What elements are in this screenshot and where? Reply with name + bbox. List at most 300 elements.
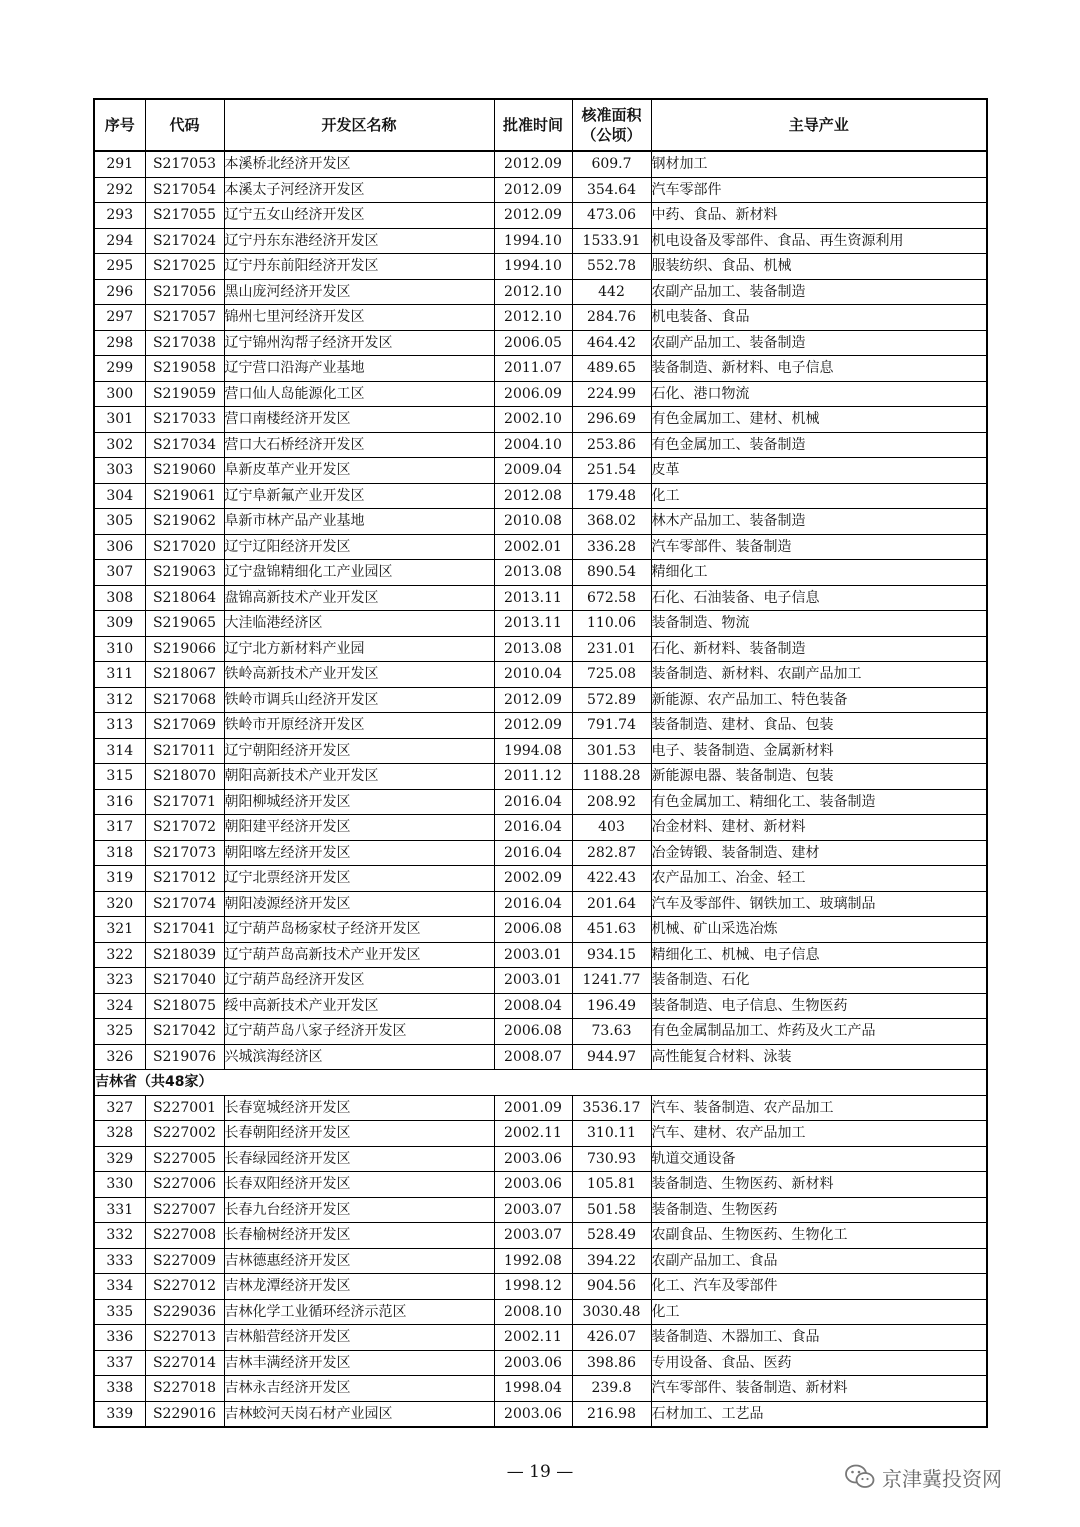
cell-date: 1994.10 xyxy=(494,228,572,254)
cell-name: 辽宁丹东东港经济开发区 xyxy=(224,228,494,254)
cell-name: 兴城滨海经济区 xyxy=(224,1044,494,1070)
cell-code: S229036 xyxy=(145,1299,224,1325)
cell-date: 1998.04 xyxy=(494,1376,572,1402)
cell-industry: 汽车、装备制造、农产品加工 xyxy=(651,1095,987,1121)
cell-date: 2010.04 xyxy=(494,662,572,688)
cell-industry: 装备制造、石化 xyxy=(651,968,987,994)
table-row xyxy=(94,815,987,841)
table-row xyxy=(94,1325,987,1351)
cell-industry: 精细化工、机械、电子信息 xyxy=(651,942,987,968)
table-row xyxy=(94,560,987,586)
cell-date: 2008.04 xyxy=(494,993,572,1019)
cell-name: 辽宁葫芦岛高新技术产业开发区 xyxy=(224,942,494,968)
cell-seq: 301 xyxy=(94,407,145,433)
cell-code: S218039 xyxy=(145,942,224,968)
cell-industry: 化工 xyxy=(651,1299,987,1325)
cell-name: 营口大石桥经济开发区 xyxy=(224,432,494,458)
cell-name: 长春双阳经济开发区 xyxy=(224,1172,494,1198)
table-row xyxy=(94,636,987,662)
cell-name: 朝阳高新技术产业开发区 xyxy=(224,764,494,790)
cell-industry: 农副产品加工、装备制造 xyxy=(651,330,987,356)
header-industry: 主导产业 xyxy=(651,99,987,151)
cell-area: 196.49 xyxy=(572,993,651,1019)
table-row xyxy=(94,1197,987,1223)
cell-date: 2012.09 xyxy=(494,687,572,713)
table-row xyxy=(94,917,987,943)
cell-name: 长春九台经济开发区 xyxy=(224,1197,494,1223)
cell-name: 长春朝阳经济开发区 xyxy=(224,1121,494,1147)
cell-industry: 冶金铸锻、装备制造、建材 xyxy=(651,840,987,866)
cell-code: S218070 xyxy=(145,764,224,790)
cell-area: 730.93 xyxy=(572,1146,651,1172)
table-row xyxy=(94,968,987,994)
table-row xyxy=(94,1274,987,1300)
header-area-line2: （公顷） xyxy=(581,126,642,144)
table-row xyxy=(94,305,987,331)
cell-seq: 335 xyxy=(94,1299,145,1325)
table-row xyxy=(94,432,987,458)
cell-area: 110.06 xyxy=(572,611,651,637)
cell-seq: 298 xyxy=(94,330,145,356)
cell-seq: 321 xyxy=(94,917,145,943)
table-row xyxy=(94,942,987,968)
cell-industry: 汽车零部件 xyxy=(651,177,987,203)
cell-seq: 307 xyxy=(94,560,145,586)
cell-code: S219063 xyxy=(145,560,224,586)
cell-code: S217057 xyxy=(145,305,224,331)
cell-seq: 322 xyxy=(94,942,145,968)
cell-industry: 机电装备、食品 xyxy=(651,305,987,331)
cell-seq: 312 xyxy=(94,687,145,713)
province-group-row xyxy=(94,1070,987,1096)
table-body xyxy=(94,151,987,1427)
cell-industry: 有色金属加工、装备制造 xyxy=(651,432,987,458)
cell-date: 2011.12 xyxy=(494,764,572,790)
cell-date: 2012.09 xyxy=(494,713,572,739)
cell-industry: 装备制造、生物医药 xyxy=(651,1197,987,1223)
cell-name: 铁岭市调兵山经济开发区 xyxy=(224,687,494,713)
cell-name: 辽宁锦州沟帮子经济开发区 xyxy=(224,330,494,356)
cell-area: 282.87 xyxy=(572,840,651,866)
cell-industry: 化工 xyxy=(651,483,987,509)
cell-seq: 339 xyxy=(94,1401,145,1427)
cell-industry: 有色金属加工、建材、机械 xyxy=(651,407,987,433)
cell-area: 1241.77 xyxy=(572,968,651,994)
cell-seq: 302 xyxy=(94,432,145,458)
cell-date: 2016.04 xyxy=(494,840,572,866)
cell-name: 朝阳柳城经济开发区 xyxy=(224,789,494,815)
cell-seq: 310 xyxy=(94,636,145,662)
cell-area: 473.06 xyxy=(572,203,651,229)
cell-seq: 326 xyxy=(94,1044,145,1070)
cell-industry: 机电设备及零部件、食品、再生资源利用 xyxy=(651,228,987,254)
table-row xyxy=(94,279,987,305)
cell-industry: 装备制造、建材、食品、包装 xyxy=(651,713,987,739)
cell-name: 朝阳凌源经济开发区 xyxy=(224,891,494,917)
cell-date: 2013.11 xyxy=(494,585,572,611)
cell-area: 336.28 xyxy=(572,534,651,560)
cell-code: S217042 xyxy=(145,1019,224,1045)
cell-area: 442 xyxy=(572,279,651,305)
cell-seq: 308 xyxy=(94,585,145,611)
cell-date: 2008.10 xyxy=(494,1299,572,1325)
cell-industry: 化工、汽车及零部件 xyxy=(651,1274,987,1300)
table-row xyxy=(94,1299,987,1325)
cell-date: 2003.06 xyxy=(494,1172,572,1198)
cell-area: 284.76 xyxy=(572,305,651,331)
table-row xyxy=(94,203,987,229)
cell-seq: 329 xyxy=(94,1146,145,1172)
page-number: — 19 — xyxy=(506,1462,574,1482)
table-row xyxy=(94,1401,987,1427)
cell-date: 2003.01 xyxy=(494,942,572,968)
table-row xyxy=(94,330,987,356)
cell-industry: 装备制造、物流 xyxy=(651,611,987,637)
cell-seq: 300 xyxy=(94,381,145,407)
cell-date: 2003.01 xyxy=(494,968,572,994)
cell-area: 394.22 xyxy=(572,1248,651,1274)
cell-industry: 林木产品加工、装备制造 xyxy=(651,509,987,535)
cell-name: 本溪桥北经济开发区 xyxy=(224,151,494,177)
table-row xyxy=(94,509,987,535)
cell-name: 吉林化学工业循环经济示范区 xyxy=(224,1299,494,1325)
cell-area: 231.01 xyxy=(572,636,651,662)
cell-name: 阜新皮革产业开发区 xyxy=(224,458,494,484)
cell-area: 73.63 xyxy=(572,1019,651,1045)
cell-seq: 315 xyxy=(94,764,145,790)
table-row xyxy=(94,1223,987,1249)
table-row xyxy=(94,585,987,611)
cell-name: 辽宁辽阳经济开发区 xyxy=(224,534,494,560)
cell-area: 3030.48 xyxy=(572,1299,651,1325)
cell-industry: 汽车零部件、装备制造、新材料 xyxy=(651,1376,987,1402)
cell-name: 辽宁朝阳经济开发区 xyxy=(224,738,494,764)
cell-area: 105.81 xyxy=(572,1172,651,1198)
cell-seq: 334 xyxy=(94,1274,145,1300)
cell-name: 吉林丰满经济开发区 xyxy=(224,1350,494,1376)
cell-code: S227013 xyxy=(145,1325,224,1351)
cell-area: 239.8 xyxy=(572,1376,651,1402)
cell-name: 辽宁营口沿海产业基地 xyxy=(224,356,494,382)
cell-area: 224.99 xyxy=(572,381,651,407)
cell-code: S217041 xyxy=(145,917,224,943)
cell-area: 944.97 xyxy=(572,1044,651,1070)
cell-area: 398.86 xyxy=(572,1350,651,1376)
cell-seq: 325 xyxy=(94,1019,145,1045)
cell-code: S218064 xyxy=(145,585,224,611)
cell-date: 1998.12 xyxy=(494,1274,572,1300)
table-row xyxy=(94,1121,987,1147)
cell-industry: 装备制造、新材料、电子信息 xyxy=(651,356,987,382)
cell-date: 2002.09 xyxy=(494,866,572,892)
table-header-row xyxy=(94,99,987,151)
cell-industry: 机械、矿山采选冶炼 xyxy=(651,917,987,943)
cell-seq: 295 xyxy=(94,254,145,280)
header-name: 开发区名称 xyxy=(224,99,494,151)
wechat-icon xyxy=(844,1463,876,1491)
cell-seq: 294 xyxy=(94,228,145,254)
cell-seq: 319 xyxy=(94,866,145,892)
cell-name: 铁岭市开原经济开发区 xyxy=(224,713,494,739)
cell-seq: 305 xyxy=(94,509,145,535)
table-row xyxy=(94,764,987,790)
cell-code: S227009 xyxy=(145,1248,224,1274)
cell-area: 489.65 xyxy=(572,356,651,382)
header-area xyxy=(572,99,651,151)
cell-industry: 高性能复合材料、泳装 xyxy=(651,1044,987,1070)
cell-name: 辽宁丹东前阳经济开发区 xyxy=(224,254,494,280)
cell-seq: 311 xyxy=(94,662,145,688)
cell-industry: 农产品加工、冶金、轻工 xyxy=(651,866,987,892)
cell-seq: 327 xyxy=(94,1095,145,1121)
cell-date: 2013.08 xyxy=(494,560,572,586)
cell-code: S217020 xyxy=(145,534,224,560)
cell-area: 179.48 xyxy=(572,483,651,509)
cell-name: 吉林永吉经济开发区 xyxy=(224,1376,494,1402)
cell-area: 791.74 xyxy=(572,713,651,739)
cell-seq: 303 xyxy=(94,458,145,484)
table-row xyxy=(94,151,987,177)
table-row xyxy=(94,1248,987,1274)
cell-industry: 钢材加工 xyxy=(651,151,987,177)
cell-seq: 306 xyxy=(94,534,145,560)
cell-code: S227001 xyxy=(145,1095,224,1121)
cell-industry: 服装纺织、食品、机械 xyxy=(651,254,987,280)
cell-industry: 汽车零部件、装备制造 xyxy=(651,534,987,560)
cell-name: 辽宁阜新氟产业开发区 xyxy=(224,483,494,509)
cell-name: 本溪太子河经济开发区 xyxy=(224,177,494,203)
cell-date: 2013.08 xyxy=(494,636,572,662)
cell-code: S217056 xyxy=(145,279,224,305)
cell-code: S217033 xyxy=(145,407,224,433)
cell-code: S217012 xyxy=(145,866,224,892)
cell-area: 216.98 xyxy=(572,1401,651,1427)
table-row xyxy=(94,687,987,713)
cell-area: 528.49 xyxy=(572,1223,651,1249)
cell-seq: 299 xyxy=(94,356,145,382)
cell-industry: 中药、食品、新材料 xyxy=(651,203,987,229)
cell-industry: 汽车、建材、农产品加工 xyxy=(651,1121,987,1147)
cell-area: 609.7 xyxy=(572,151,651,177)
cell-code: S219058 xyxy=(145,356,224,382)
cell-code: S219061 xyxy=(145,483,224,509)
cell-date: 2002.11 xyxy=(494,1121,572,1147)
cell-code: S217072 xyxy=(145,815,224,841)
cell-area: 890.54 xyxy=(572,560,651,586)
table-row xyxy=(94,534,987,560)
cell-date: 2003.07 xyxy=(494,1197,572,1223)
cell-code: S219062 xyxy=(145,509,224,535)
cell-seq: 333 xyxy=(94,1248,145,1274)
cell-name: 吉林蛟河天岗石材产业园区 xyxy=(224,1401,494,1427)
cell-name: 长春榆树经济开发区 xyxy=(224,1223,494,1249)
header-date: 批准时间 xyxy=(494,99,572,151)
cell-industry: 汽车及零部件、钢铁加工、玻璃制品 xyxy=(651,891,987,917)
cell-code: S217024 xyxy=(145,228,224,254)
cell-area: 904.56 xyxy=(572,1274,651,1300)
cell-name: 长春绿园经济开发区 xyxy=(224,1146,494,1172)
cell-date: 1992.08 xyxy=(494,1248,572,1274)
table-row xyxy=(94,1350,987,1376)
cell-industry: 新能源、农产品加工、特色装备 xyxy=(651,687,987,713)
cell-area: 572.89 xyxy=(572,687,651,713)
cell-date: 2011.07 xyxy=(494,356,572,382)
cell-code: S218075 xyxy=(145,993,224,1019)
cell-industry: 精细化工 xyxy=(651,560,987,586)
cell-date: 2009.04 xyxy=(494,458,572,484)
cell-date: 2003.06 xyxy=(494,1146,572,1172)
cell-area: 725.08 xyxy=(572,662,651,688)
cell-seq: 296 xyxy=(94,279,145,305)
cell-name: 辽宁五女山经济开发区 xyxy=(224,203,494,229)
cell-date: 2003.07 xyxy=(494,1223,572,1249)
cell-seq: 331 xyxy=(94,1197,145,1223)
cell-name: 吉林龙潭经济开发区 xyxy=(224,1274,494,1300)
header-seq: 序号 xyxy=(94,99,145,151)
cell-code: S217040 xyxy=(145,968,224,994)
cell-industry: 石化、石油装备、电子信息 xyxy=(651,585,987,611)
cell-date: 2006.08 xyxy=(494,1019,572,1045)
cell-industry: 皮革 xyxy=(651,458,987,484)
cell-area: 296.69 xyxy=(572,407,651,433)
cell-code: S217068 xyxy=(145,687,224,713)
cell-code: S217025 xyxy=(145,254,224,280)
cell-seq: 292 xyxy=(94,177,145,203)
watermark xyxy=(844,1460,1002,1494)
cell-date: 2016.04 xyxy=(494,815,572,841)
cell-date: 2001.09 xyxy=(494,1095,572,1121)
table-row xyxy=(94,738,987,764)
cell-date: 2010.08 xyxy=(494,509,572,535)
cell-seq: 304 xyxy=(94,483,145,509)
cell-seq: 320 xyxy=(94,891,145,917)
cell-date: 2003.06 xyxy=(494,1401,572,1427)
cell-name: 辽宁葫芦岛杨家杖子经济开发区 xyxy=(224,917,494,943)
table-row xyxy=(94,611,987,637)
cell-code: S217074 xyxy=(145,891,224,917)
cell-code: S217011 xyxy=(145,738,224,764)
cell-date: 1994.08 xyxy=(494,738,572,764)
cell-area: 501.58 xyxy=(572,1197,651,1223)
cell-seq: 330 xyxy=(94,1172,145,1198)
table-row xyxy=(94,1019,987,1045)
cell-date: 2012.08 xyxy=(494,483,572,509)
cell-seq: 316 xyxy=(94,789,145,815)
cell-area: 310.11 xyxy=(572,1121,651,1147)
cell-code: S219060 xyxy=(145,458,224,484)
province-group-label: 吉林省（共48家） xyxy=(94,1070,987,1096)
cell-name: 吉林船营经济开发区 xyxy=(224,1325,494,1351)
table-row xyxy=(94,840,987,866)
cell-area: 422.43 xyxy=(572,866,651,892)
cell-industry: 电子、装备制造、金属新材料 xyxy=(651,738,987,764)
cell-name: 营口南楼经济开发区 xyxy=(224,407,494,433)
cell-area: 3536.17 xyxy=(572,1095,651,1121)
table-row xyxy=(94,713,987,739)
table-row xyxy=(94,866,987,892)
cell-code: S217071 xyxy=(145,789,224,815)
cell-area: 403 xyxy=(572,815,651,841)
cell-code: S229016 xyxy=(145,1401,224,1427)
cell-industry: 新能源电器、装备制造、包装 xyxy=(651,764,987,790)
cell-name: 辽宁葫芦岛经济开发区 xyxy=(224,968,494,994)
cell-seq: 328 xyxy=(94,1121,145,1147)
cell-name: 营口仙人岛能源化工区 xyxy=(224,381,494,407)
cell-seq: 323 xyxy=(94,968,145,994)
cell-seq: 314 xyxy=(94,738,145,764)
cell-seq: 336 xyxy=(94,1325,145,1351)
cell-industry: 农副食品、生物医药、生物化工 xyxy=(651,1223,987,1249)
cell-code: S219076 xyxy=(145,1044,224,1070)
cell-seq: 337 xyxy=(94,1350,145,1376)
cell-area: 354.64 xyxy=(572,177,651,203)
cell-seq: 291 xyxy=(94,151,145,177)
cell-seq: 317 xyxy=(94,815,145,841)
cell-code: S219066 xyxy=(145,636,224,662)
cell-code: S227018 xyxy=(145,1376,224,1402)
cell-code: S227002 xyxy=(145,1121,224,1147)
cell-seq: 332 xyxy=(94,1223,145,1249)
cell-code: S218067 xyxy=(145,662,224,688)
cell-area: 464.42 xyxy=(572,330,651,356)
cell-code: S217055 xyxy=(145,203,224,229)
watermark-text: 京津冀投资网 xyxy=(882,1466,1002,1491)
table-row xyxy=(94,891,987,917)
cell-name: 辽宁葫芦岛八家子经济开发区 xyxy=(224,1019,494,1045)
cell-name: 铁岭高新技术产业开发区 xyxy=(224,662,494,688)
table-row xyxy=(94,177,987,203)
cell-area: 253.86 xyxy=(572,432,651,458)
cell-seq: 297 xyxy=(94,305,145,331)
cell-code: S227007 xyxy=(145,1197,224,1223)
cell-name: 辽宁盘锦精细化工产业园区 xyxy=(224,560,494,586)
cell-code: S217054 xyxy=(145,177,224,203)
cell-date: 2002.01 xyxy=(494,534,572,560)
cell-name: 大洼临港经济区 xyxy=(224,611,494,637)
cell-industry: 装备制造、木器加工、食品 xyxy=(651,1325,987,1351)
cell-industry: 农副产品加工、食品 xyxy=(651,1248,987,1274)
cell-date: 2002.11 xyxy=(494,1325,572,1351)
cell-area: 672.58 xyxy=(572,585,651,611)
table-row xyxy=(94,1044,987,1070)
cell-industry: 冶金材料、建材、新材料 xyxy=(651,815,987,841)
cell-code: S217073 xyxy=(145,840,224,866)
cell-seq: 318 xyxy=(94,840,145,866)
header-area-line1: 核准面积 xyxy=(581,106,642,124)
cell-area: 251.54 xyxy=(572,458,651,484)
table-row xyxy=(94,407,987,433)
cell-code: S217034 xyxy=(145,432,224,458)
cell-name: 盘锦高新技术产业开发区 xyxy=(224,585,494,611)
cell-industry: 农副产品加工、装备制造 xyxy=(651,279,987,305)
cell-area: 208.92 xyxy=(572,789,651,815)
cell-area: 934.15 xyxy=(572,942,651,968)
cell-industry: 轨道交通设备 xyxy=(651,1146,987,1172)
cell-date: 2003.06 xyxy=(494,1350,572,1376)
cell-code: S227005 xyxy=(145,1146,224,1172)
table-row xyxy=(94,1172,987,1198)
table-row xyxy=(94,662,987,688)
cell-code: S227014 xyxy=(145,1350,224,1376)
cell-seq: 293 xyxy=(94,203,145,229)
table-row xyxy=(94,1376,987,1402)
cell-date: 2012.10 xyxy=(494,279,572,305)
cell-date: 2006.09 xyxy=(494,381,572,407)
cell-date: 2006.08 xyxy=(494,917,572,943)
table-row xyxy=(94,381,987,407)
cell-area: 201.64 xyxy=(572,891,651,917)
cell-date: 2013.11 xyxy=(494,611,572,637)
